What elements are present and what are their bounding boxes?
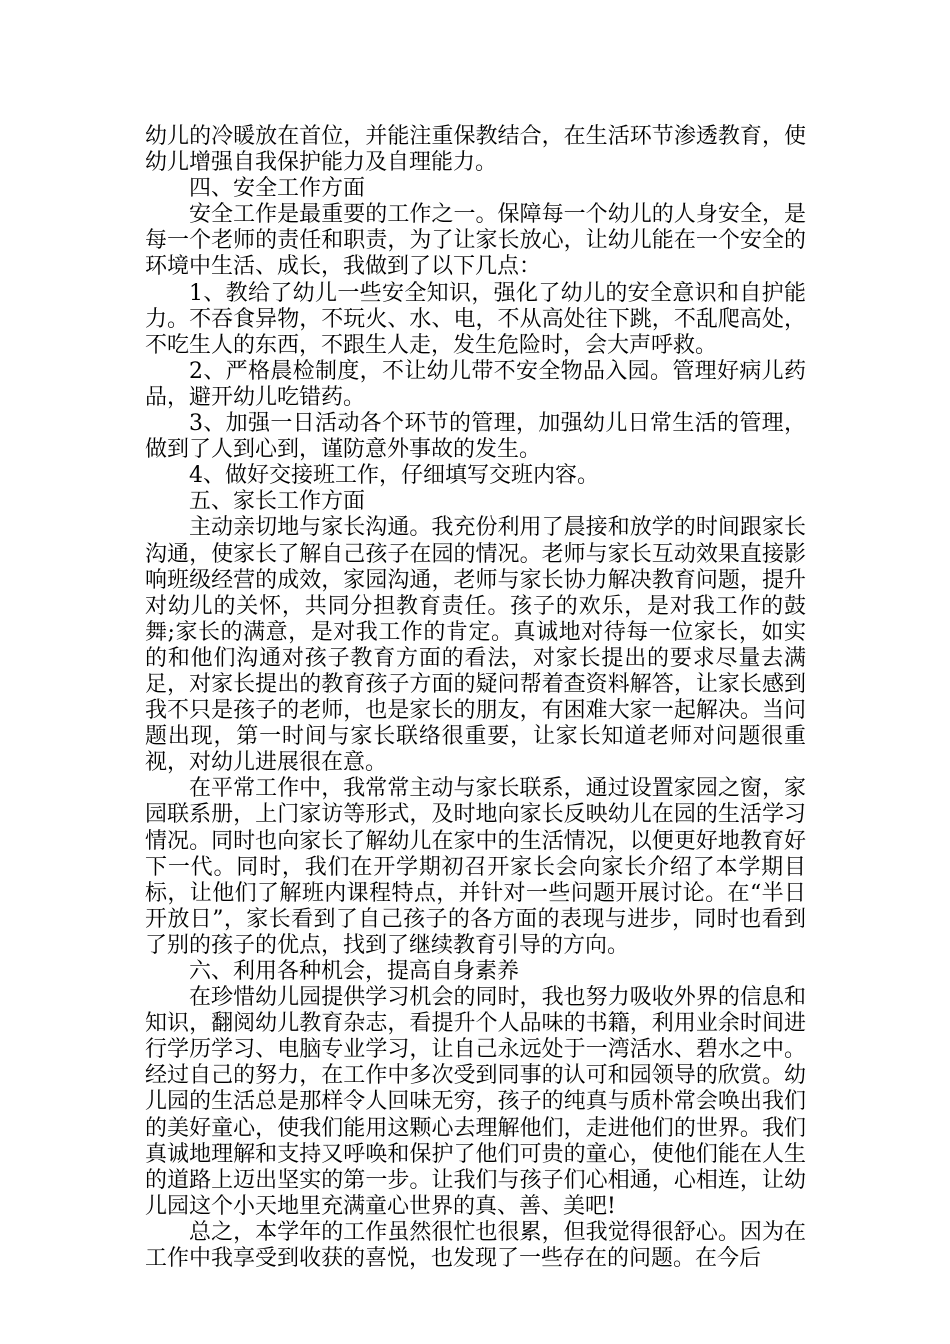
paragraph-parents-contact: 在平常工作中，我常常主动与家长联系，通过设置家园之窗，家园联系册，上门家访等形式，及时地向家长反映幼儿在园的生活学习情况。同时也向家长了解幼儿在家中的生活情况，以便更好地教育好下一代。同时，我们在开学期初召开家长会向家长介绍了本学期目标，让他们了解班内课程特点，并针对一些问题开展讨论。在“半日开放日”，家长看到了自己孩子的各方面的表现与进步，同时也看到了别的孩子的优点，找到了继续教育引导的方向。 <box>145 776 806 958</box>
section-heading-parents: 五、家长工作方面 <box>189 489 366 515</box>
paragraph-self-improvement: 在珍惜幼儿园提供学习机会的同时，我也努力吸收外界的信息和知识，翻阅幼儿教育杂志，看提升个人品味的书籍，利用业余时间进行学历学习、电脑专业学习，让自己永远处于一湾活水、碧水之中。经过自己的努力，在工作中多次受到同事的认可和园领导的欣赏。幼儿园的生活总是那样令人回味无穷，孩子的纯真与质朴常会唤出我们的美好童心，使我们能用这颗心去理解他们，走进他们的世界。我们真诚地理解和支持又呼唤和保护了他们可贵的童心，使他们能在人生的道路上迈出坚实的第一步。让我们与孩子们心相通，心相连，让幼儿园这个小天地里充满童心世界的真、善、美吧! <box>145 985 806 1219</box>
paragraph-safety-point-2: 2、严格晨检制度，不让幼儿带不安全物品入园。管理好病儿药品，避开幼儿吃错药。 <box>145 358 806 410</box>
paragraph-safety-intro: 安全工作是最重要的工作之一。保障每一个幼儿的人身安全，是每一个老师的责任和职责，为了让家长放心，让幼儿能在一个安全的环境中生活、成长，我做到了以下几点： <box>145 202 806 280</box>
paragraph-safety-point-1: 1、教给了幼儿一些安全知识，强化了幼儿的安全意识和自护能力。不吞食异物，不玩火、水、电，不从高处往下跳，不乱爬高处，不吃生人的东西，不跟生人走，发生危险时，会大声呼救。 <box>145 280 806 358</box>
paragraph-parents-communication: 主动亲切地与家长沟通。我充份利用了晨接和放学的时间跟家长沟通，使家长了解自己孩子在园的情况。老师与家长互动效果直接影响班级经营的成效，家园沟通，老师与家长协力解决教育问题，提升对幼儿的关怀，共同分担教育责任。孩子的欢乐，是对我工作的鼓舞;家长的满意，是对我工作的肯定。真诚地对待每一位家长，如实的和他们沟通对孩子教育方面的看法，对家长提出的要求尽量去满足，对家长提出的教育孩子方面的疑问帮着查资料解答，让家长感到我不只是孩子的老师，也是家长的朋友，有困难大家一起解决。当问题出现，第一时间与家长联络很重要，让家长知道老师对问题很重视，对幼儿进展很在意。 <box>145 515 806 776</box>
document-page <box>145 124 806 1272</box>
paragraph-safety-point-4: 4、做好交接班工作，仔细填写交班内容。 <box>189 463 599 489</box>
paragraph-intro-continuation: 幼儿的冷暖放在首位，并能注重保教结合，在生活环节渗透教育，使幼儿增强自我保护能力及自理能力。 <box>145 124 806 176</box>
paragraph-safety-point-3: 3、加强一日活动各个环节的管理，加强幼儿日常生活的管理，做到了人到心到，谨防意外事故的发生。 <box>145 411 806 463</box>
paragraph-summary: 总之，本学年的工作虽然很忙也很累，但我觉得很舒心。因为在工作中我享受到收获的喜悦，也发现了一些存在的问题。在今后 <box>145 1219 806 1272</box>
section-heading-safety: 四、安全工作方面 <box>189 176 366 202</box>
section-heading-self-improvement: 六、利用各种机会，提高自身素养 <box>189 959 520 984</box>
